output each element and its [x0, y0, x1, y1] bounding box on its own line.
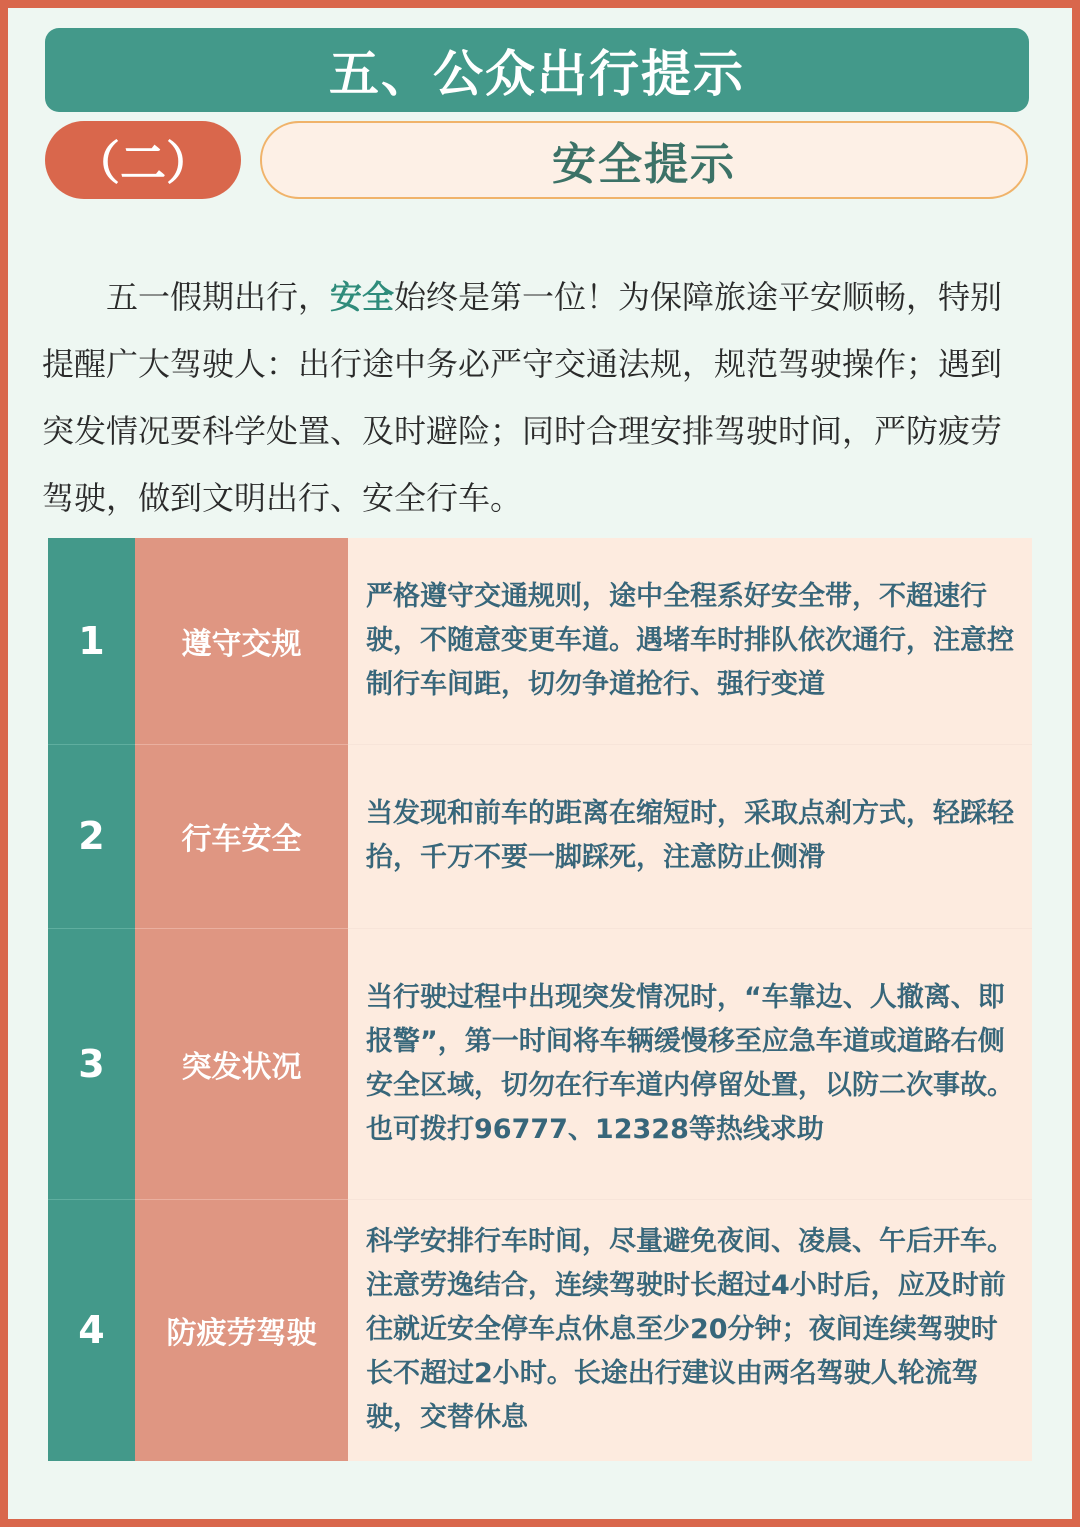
intro-highlight: 安全: [330, 278, 395, 316]
tip-row: [48, 538, 1032, 744]
tip-number: 1: [48, 538, 135, 744]
tip-row: [48, 928, 1032, 1199]
tip-number: 3: [48, 928, 135, 1199]
tip-category: 遵守交规: [135, 538, 348, 744]
tip-category: 防疲劳驾驶: [135, 1199, 348, 1461]
tip-category: 行车安全: [135, 744, 348, 928]
tip-description: 科学安排行车时间，尽量避免夜间、凌晨、午后开车。注意劳逸结合，连续驾驶时长超过4小时后，应及时前往就近安全停车点休息至少20分钟；夜间连续驾驶时长不超过2小时。长途出行建议由两名驾驶人轮流驾驶，交替休息: [348, 1199, 1032, 1461]
tip-description: 严格遵守交通规则，途中全程系好安全带，不超速行驶，不随意变更车道。遇堵车时排队依次通行，注意控制行车间距，切勿争道抢行、强行变道: [348, 538, 1032, 744]
tip-number: 2: [48, 744, 135, 928]
intro-text-rest: 始终是第一位！为保障旅途平安顺畅，特别提醒广大驾驶人：出行途中务必严守交通法规，规范驾驶操作；遇到突发情况要科学处置、及时避险；同时合理安排驾驶时间，严防疲劳驾驶，做到文明出行、安全行车。: [42, 278, 1003, 517]
section-number-badge: （二）: [45, 121, 241, 199]
tip-description: 当发现和前车的距离在缩短时，采取点刹方式，轻踩轻抬，千万不要一脚踩死，注意防止侧滑: [348, 744, 1032, 928]
intro-paragraph: [42, 264, 1032, 532]
tip-row: [48, 1199, 1032, 1461]
main-title: 五、公众出行提示: [45, 28, 1029, 112]
intro-text-start: 五一假期出行，: [106, 278, 331, 316]
tip-category: 突发状况: [135, 928, 348, 1199]
tip-row: [48, 744, 1032, 928]
tip-number: 4: [48, 1199, 135, 1461]
tips-table: [48, 538, 1032, 1461]
section-title: 安全提示: [260, 121, 1028, 199]
tip-description: 当行驶过程中出现突发情况时，“车靠边、人撤离、即报警”，第一时间将车辆缓慢移至应急车道或道路右侧安全区域，切勿在行车道内停留处置，以防二次事故。也可拨打96777、12328等热线求助: [348, 928, 1032, 1199]
